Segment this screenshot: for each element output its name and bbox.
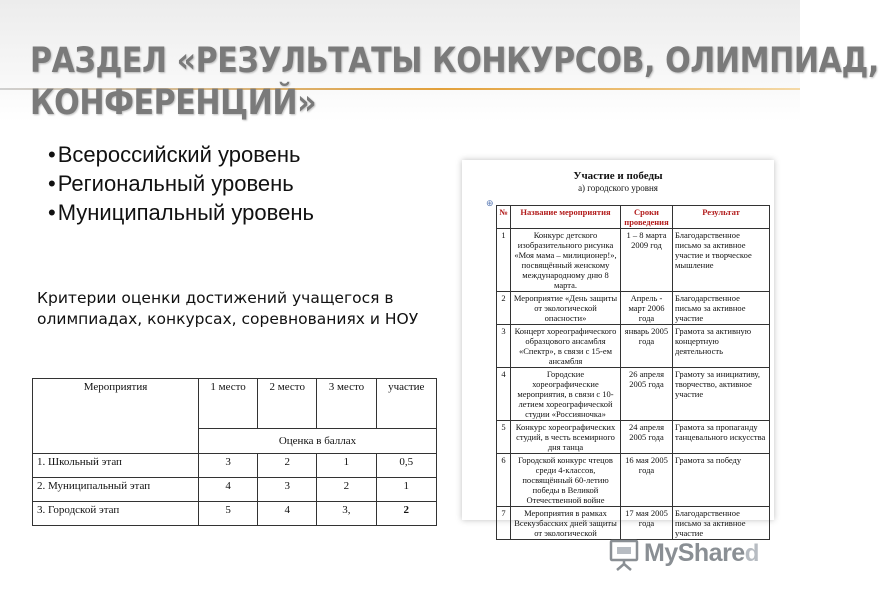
document-table-row — [497, 454, 770, 507]
table-cell: 3 — [258, 478, 317, 502]
document-table-header — [497, 206, 770, 229]
doc-header-cell: Результат — [673, 206, 770, 229]
doc-cell: Апрель - март 2006 года — [621, 292, 673, 325]
logo-text — [644, 539, 759, 568]
doc-cell: 1 – 8 марта 2009 год — [621, 229, 673, 292]
document-table — [496, 205, 770, 540]
document-table-row — [497, 421, 770, 454]
slide-title-line-2: КОНФЕРЕНЦИЙ» — [30, 83, 317, 123]
document-table-row — [497, 325, 770, 368]
doc-header-cell: Название мероприятия — [511, 206, 621, 229]
doc-cell: 16 мая 2005 года — [621, 454, 673, 507]
table-cell: 3, — [317, 502, 376, 526]
table-cell: 2 — [317, 478, 376, 502]
doc-cell: Мероприятие «День защиты от экологической опасности» — [511, 292, 621, 325]
table-cell: 2 — [376, 502, 436, 526]
criteria-heading: Критерии оценки достижений учащегося в олимпиадах, конкурсах, соревнованиях и НОУ — [37, 289, 419, 328]
doc-cell: Грамоту за инициативу, творчество, активное участие — [673, 368, 770, 421]
table-cell: 3. Городской этап — [33, 502, 199, 526]
table-subheader-cell: Оценка в баллах — [199, 429, 437, 454]
table-row — [33, 478, 437, 502]
doc-cell: Конкурс детского изобразительного рисунка «Моя мама – милиционер!», посвящённый женскому международному дню 8 марта. — [511, 229, 621, 292]
doc-cell: 5 — [497, 421, 511, 454]
document-title: Участие и победы — [573, 170, 663, 182]
table-header-cell: 1 место — [199, 379, 258, 429]
doc-cell: 26 апреля 2005 года — [621, 368, 673, 421]
document-table-row — [497, 229, 770, 292]
table-header-cell: 2 место — [258, 379, 317, 429]
doc-cell: Благодарственное письмо за активное участие — [673, 507, 770, 540]
doc-cell: Конкурс хореографических студий, в честь всемирного дня танца — [511, 421, 621, 454]
table-header-cell: участие — [376, 379, 436, 429]
table-cell: 2. Муниципальный этап — [33, 478, 199, 502]
logo-brand: MyShare — [644, 539, 745, 567]
doc-cell: Мероприятия в рамках Всекузбасских дней защиты от экологической — [511, 507, 621, 540]
doc-cell: Грамота за победу — [673, 454, 770, 507]
table-row — [33, 454, 437, 478]
doc-cell: 7 — [497, 507, 511, 540]
doc-cell: Городские хореографические мероприятия, в связи с 10-летием хореографической студии «Россияночка» — [511, 368, 621, 421]
doc-header-cell: № — [497, 206, 511, 229]
logo-suffix: d — [744, 540, 759, 567]
document-table-row — [497, 292, 770, 325]
doc-cell: 1 — [497, 229, 511, 292]
document-image — [462, 160, 774, 538]
bullet-item — [48, 169, 314, 198]
document-table-row — [497, 507, 770, 540]
table-cell: 4 — [258, 502, 317, 526]
doc-cell: 6 — [497, 454, 511, 507]
slide-title-line-1: РАЗДЕЛ «РЕЗУЛЬТАТЫ КОНКУРСОВ, ОЛИМПИАД, — [30, 41, 879, 81]
doc-cell: Грамота за пропаганду танцевального искусства — [673, 421, 770, 454]
doc-cell: Грамота за активную концертную деятельность — [673, 325, 770, 368]
bullet-item — [48, 198, 314, 227]
table-cell: 1 — [317, 454, 376, 478]
bullet-text: Всероссийский уровень — [57, 142, 301, 167]
table-cell: 1. Школьный этап — [33, 454, 199, 478]
slide-title — [30, 40, 879, 124]
bullet-dot-icon: • — [48, 142, 56, 167]
bullet-text: Региональный уровень — [57, 171, 294, 196]
doc-cell: январь 2005 года — [621, 325, 673, 368]
level-bullet-list — [48, 140, 314, 227]
doc-cell: 4 — [497, 368, 511, 421]
doc-cell: Благодарственное письмо за активное участие — [673, 292, 770, 325]
bullet-item — [48, 140, 314, 169]
bullet-text: Муниципальный уровень — [57, 200, 314, 225]
bullet-dot-icon: • — [48, 200, 56, 225]
table-cell: 0,5 — [376, 454, 436, 478]
doc-cell: 3 — [497, 325, 511, 368]
doc-cell: Городской конкурс чтецов среди 4-классов, посвящённый 60-летию победы в Великой Отечественной войне — [511, 454, 621, 507]
doc-cell: Благодарственное письмо за активное участие и творческое мышление — [673, 229, 770, 292]
table-cell: 4 — [199, 478, 258, 502]
table-header-cell: Мероприятия — [33, 379, 199, 454]
table-cell: 2 — [258, 454, 317, 478]
doc-cell: 24 апреля 2005 года — [621, 421, 673, 454]
document-subtitle: а) городского уровня — [578, 183, 658, 193]
table-row — [33, 502, 437, 526]
doc-cell: 2 — [497, 292, 511, 325]
table-header-cell: 3 место — [317, 379, 376, 429]
table-anchor-icon: ⊕ — [486, 198, 494, 208]
table-cell: 5 — [199, 502, 258, 526]
myshared-logo — [608, 537, 768, 573]
doc-cell: Концерт хореографического образцового ансамбля «Спектр», в связи с 15-ем ансамбля — [511, 325, 621, 368]
scores-table — [32, 378, 437, 526]
table-cell: 1 — [376, 478, 436, 502]
doc-header-cell: Сроки проведения — [621, 206, 673, 229]
bullet-dot-icon: • — [48, 171, 56, 196]
presentation-board-icon — [608, 537, 640, 571]
doc-cell: 17 мая 2005 года — [621, 507, 673, 540]
table-cell: 3 — [199, 454, 258, 478]
document-table-row — [497, 368, 770, 421]
